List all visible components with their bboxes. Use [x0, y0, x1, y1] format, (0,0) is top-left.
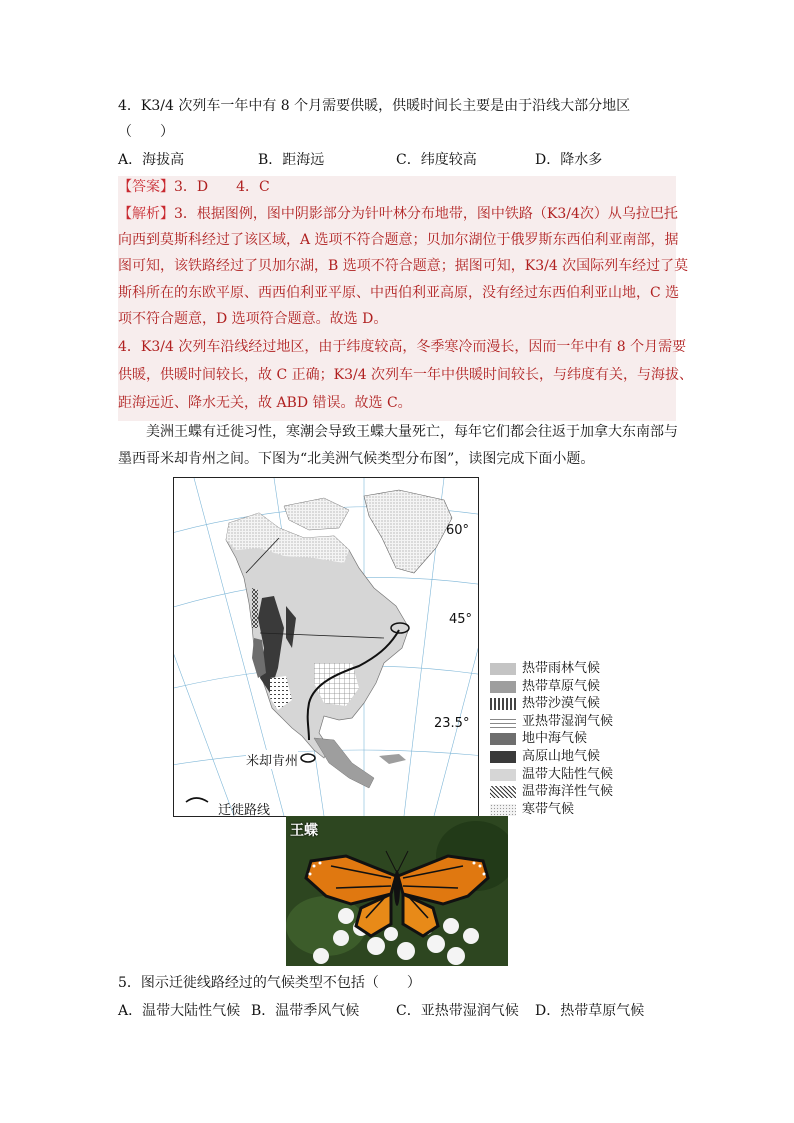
lat-45-label: 45°	[449, 612, 473, 627]
monarch-butterfly-photo	[286, 816, 508, 966]
legend-swatch	[490, 804, 516, 816]
butterfly-svg	[286, 816, 508, 966]
analysis-line-2: 向西到莫斯科经过了该区域，A 选项不符合题意；贝加尔湖位于俄罗斯东西伯利亚南部，据	[118, 232, 679, 248]
legend-label: 热带草原气候	[522, 678, 601, 694]
legend-label: 高原山地气候	[522, 748, 601, 764]
answer-text: 3．D 4．C	[174, 179, 270, 195]
oceanic-zone	[252, 588, 258, 628]
central-america-shape	[314, 738, 374, 788]
legend-label: 温带海洋性气候	[522, 784, 614, 800]
route-legend-label: 迁徙路线	[218, 803, 271, 817]
legend-swatch	[490, 769, 516, 781]
legend-label: 热带雨林气候	[522, 661, 601, 676]
q4-option-c: C．纬度较高	[396, 152, 477, 168]
north-america-climate-map	[173, 477, 479, 817]
michoacan-endpoint	[301, 754, 315, 762]
legend-label: 温带大陆性气候	[522, 766, 614, 782]
analysis-line-7: 供暖，供暖时间较长，故 C 正确；K3/4 次列车一年中供暖时间较长，与纬度有关，与海拔、	[118, 367, 694, 383]
legend-label: 地中海气候	[522, 731, 588, 747]
analysis-line-8: 距海远近、降水无关，故 ABD 错误。故选 C。	[118, 395, 412, 411]
q5-option-b: B．温带季风气候	[251, 1003, 360, 1019]
q4-option-a: A．海拔高	[118, 152, 185, 168]
legend-swatch	[490, 681, 516, 693]
legend-label: 热带沙漠气候	[522, 696, 601, 712]
legend-swatch	[490, 663, 516, 675]
q5-option-d: D．热带草原气候	[535, 1003, 645, 1019]
analysis-line-1	[118, 204, 678, 224]
legend-swatch	[490, 716, 516, 728]
lat-60-label: 60°	[446, 523, 470, 538]
analysis-tag: 【解析】	[118, 206, 174, 222]
question-4-stem: 4．K3/4 次列车一年中有 8 个月需要供暖，供暖时间长主要是由于沿线大部分地区	[118, 98, 631, 114]
analysis-line-6: 4．K3/4 次列车沿线经过地区，由于纬度较高，冬季寒冷而漫长，因而一年中有 8 个月需要	[118, 339, 687, 355]
map-svg	[174, 478, 478, 816]
intro-line-2: 墨西哥米却肯州之间。下图为“北美洲气候类型分布图”，读图完成下面小题。	[118, 451, 595, 467]
q5-option-a: A．温带大陆性气候	[118, 1003, 241, 1019]
question-4-paren: （ ）	[118, 124, 174, 140]
intro-line-1: 美洲王蝶有迁徙习性，寒潮会导致王蝶大量死亡，每年它们都会往返于加拿大东南部与	[146, 424, 678, 440]
q4-option-b: B．距海远	[258, 152, 325, 168]
question-5-stem: 5．图示迁徙线路经过的气候类型不包括（ ）	[118, 975, 421, 991]
legend-label: 寒带气候	[522, 801, 575, 817]
analysis-line-3: 图可知，该铁路经过了贝加尔湖，B 选项不符合题意；据图可知，K3/4 次国际列车经过了莫	[118, 258, 689, 274]
route-legend-line	[186, 798, 208, 802]
answer-tag: 【答案】	[118, 179, 174, 195]
analysis-text: 3．根据图例，图中阴影部分为针叶林分布地带，图中铁路（K3/4次）从乌拉巴托	[174, 206, 678, 222]
q4-option-d: D．降水多	[535, 152, 603, 168]
analysis-line-5: 项不符合题意，D 选项符合题意。故选 D。	[118, 311, 388, 327]
answer-line	[118, 177, 270, 197]
greenland-shape	[364, 490, 452, 573]
legend-swatch	[490, 698, 516, 710]
photo-caption: 王蝶	[290, 823, 318, 839]
caribbean-islands	[379, 754, 406, 764]
arctic-islands	[284, 498, 349, 530]
legend-swatch	[490, 751, 516, 763]
q5-option-c: C．亚热带湿润气候	[396, 1003, 519, 1019]
lat-23-label: 23.5°	[434, 716, 470, 731]
legend-label: 亚热带湿润气候	[522, 713, 614, 729]
legend-swatch	[490, 733, 516, 745]
michoacan-label: 米却肯州	[246, 750, 298, 769]
legend-swatch	[490, 786, 516, 798]
analysis-line-4: 斯科所在的东欧平原、西西伯利亚平原、中西伯利亚高原，没有经过东西伯利亚山地，C 选	[118, 285, 680, 301]
